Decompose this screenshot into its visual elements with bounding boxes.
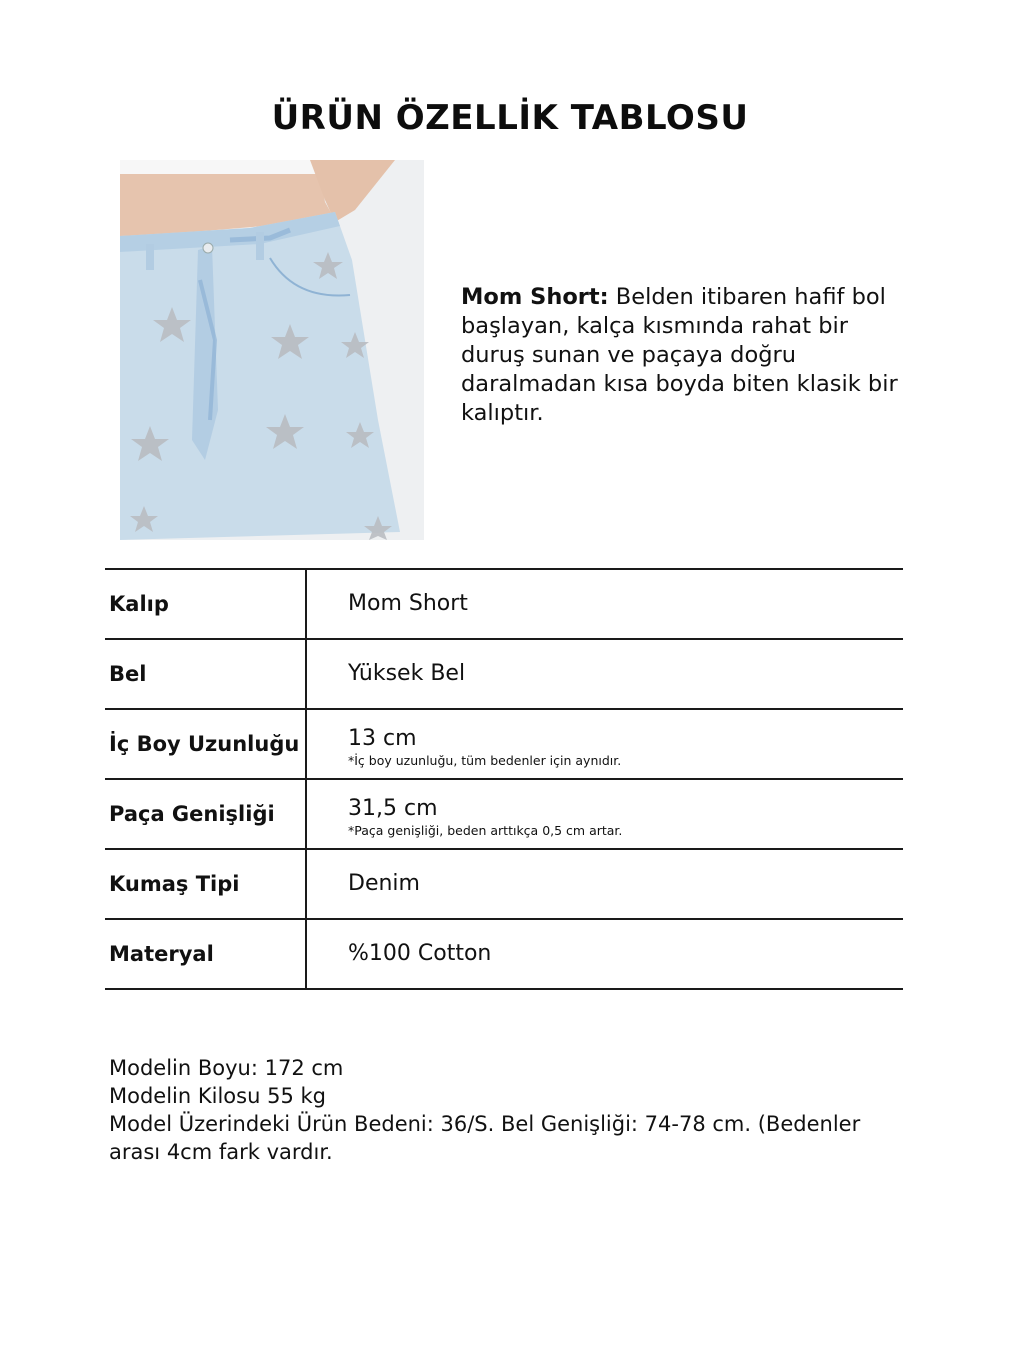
spec-value: %100 Cotton <box>348 941 492 966</box>
spec-value: 31,5 cm <box>348 796 438 821</box>
spec-label: Kalıp <box>105 570 307 638</box>
spec-table <box>105 568 903 990</box>
model-size-note: arası 4cm fark vardır. <box>109 1140 333 1164</box>
spec-value-cell <box>348 920 491 988</box>
spec-value-cell <box>348 780 622 848</box>
spec-row-materyal <box>105 918 903 990</box>
spec-value-cell <box>348 640 465 708</box>
model-height: Modelin Boyu: 172 cm <box>109 1056 344 1080</box>
spec-value: 13 cm <box>348 726 417 751</box>
spec-value: Yüksek Bel <box>348 661 466 686</box>
model-weight: Modelin Kilosu 55 kg <box>109 1084 326 1108</box>
spec-label: İç Boy Uzunluğu <box>105 710 307 778</box>
model-info <box>109 1054 909 1166</box>
description-lead: Mom Short: <box>461 284 609 310</box>
spec-label: Kumaş Tipi <box>105 850 307 918</box>
denim-shorts-image <box>120 160 424 540</box>
spec-row-ic-boy <box>105 708 903 778</box>
spec-label: Bel <box>105 640 307 708</box>
spec-row-kumas <box>105 848 903 918</box>
spec-note: *Paça genişliği, beden arttıkça 0,5 cm artar. <box>348 823 623 838</box>
page-title: ÜRÜN ÖZELLİK TABLOSU <box>271 98 749 138</box>
spec-value-cell <box>348 570 468 638</box>
spec-row-kalip <box>105 568 903 638</box>
spec-row-paca <box>105 778 903 848</box>
spec-value-cell <box>348 710 621 778</box>
spec-label: Paça Genişliği <box>105 780 307 848</box>
spec-value: Denim <box>348 871 420 896</box>
spec-note: *İç boy uzunluğu, tüm bedenler için aynıdır. <box>348 753 622 768</box>
product-photo <box>120 160 424 540</box>
description-text: Belden itibaren hafif bol başlayan, kalça kısmında rahat bir duruş sunan ve paçaya doğru daralmadan kısa boyda biten klasik bir kalıptır. <box>461 284 898 426</box>
spec-value-cell <box>348 850 420 918</box>
product-description <box>461 283 911 428</box>
model-size-info: Model Üzerindeki Ürün Bedeni: 36/S. Bel Genişliği: 74-78 cm. (Bedenler <box>109 1112 861 1136</box>
spec-row-bel <box>105 638 903 708</box>
spec-value: Mom Short <box>348 591 468 616</box>
spec-label: Materyal <box>105 920 307 988</box>
